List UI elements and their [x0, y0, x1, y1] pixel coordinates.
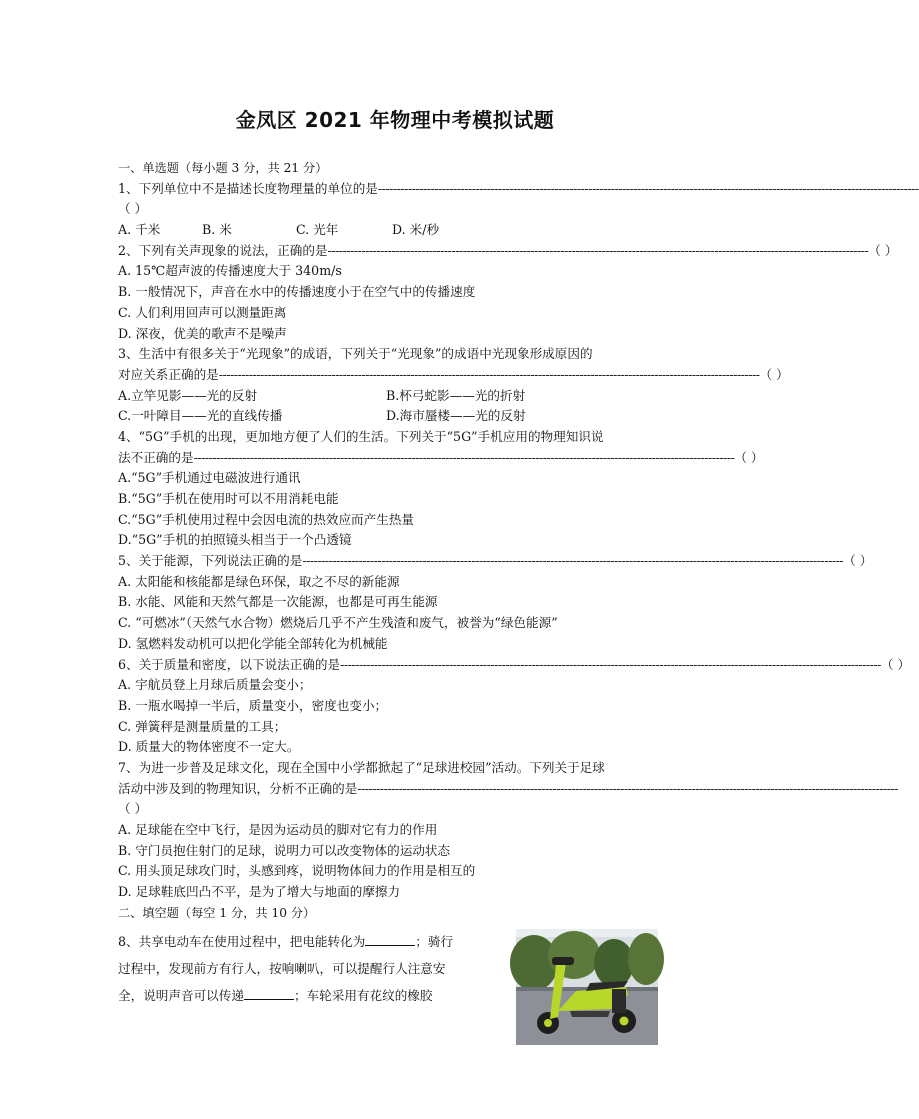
option-b: B. 一般情况下，声音在水中的传播速度小于在空气中的传播速度 — [118, 284, 476, 300]
option-a: A. 15℃超声波的传播速度大于 340m/s — [118, 263, 342, 279]
option-a: A. 太阳能和核能都是绿色环保，取之不尽的新能源 — [118, 573, 400, 589]
question-text: ；骑行 — [415, 934, 454, 949]
option-d: D. 足球鞋底凹凸不平，是为了增大与地面的摩擦力 — [118, 884, 401, 900]
dash-leader: ------------------------------------------------------------------------------------------------------------------------------------------------ — [377, 180, 919, 196]
answer-blank: （ ） — [843, 553, 873, 569]
option-a: A. 千米 — [118, 222, 161, 238]
section-heading-single-choice: 一、单选题（每小题 3 分，共 21 分） — [118, 161, 328, 175]
question-2 — [118, 241, 898, 262]
section-heading-fill-blank: 二、填空题（每空 1 分，共 10 分） — [118, 905, 316, 920]
question-3-stem: 3、生活中有很多关于“光现象”的成语，下列关于“光现象”的成语中光现象形成原因的 — [118, 346, 593, 362]
question-text: ；车轮采用有花纹的橡胶 — [293, 988, 433, 1003]
answer-blank: （ ） — [734, 449, 764, 465]
question-1 — [118, 179, 919, 200]
question-stem: 法不正确的是 — [118, 449, 194, 465]
answer-blank: （ ） — [759, 366, 789, 382]
option-b: B.杯弓蛇影——光的折射 — [386, 387, 526, 403]
dash-leader: ------------------------------------------------------------------------------------------------------------------------------------------------ — [218, 366, 760, 382]
option-d: D.海市蜃楼——光的反射 — [386, 408, 526, 424]
question-7-stem: 7、为进一步普及足球文化，现在全国中小学都掀起了“足球进校园”活动。下列关于足球 — [118, 759, 605, 775]
question-stem: 活动中涉及到的物理知识，分析不正确的是 — [118, 780, 358, 796]
answer-paren — [118, 199, 674, 220]
options-row — [118, 406, 674, 427]
answer-blank: （ ） — [880, 656, 911, 672]
scooter-photo — [516, 929, 658, 1045]
option-d: D. 氢燃料发动机可以把化学能全部转化为机械能 — [118, 635, 388, 651]
question-stem: 6、关于质量和密度，以下说法正确的是 — [118, 656, 341, 672]
option-b: B. 守门员抱住射门的足球，说明力可以改变物体的运动状态 — [118, 842, 451, 858]
dash-leader: ------------------------------------------------------------------------------------------------------------------------------------------------ — [340, 656, 881, 672]
question-5 — [118, 551, 873, 572]
question-stem: 5、关于能源，下列说法正确的是 — [118, 553, 303, 569]
question-8-line — [118, 928, 500, 955]
option-c: C.“5G”手机使用过程中会因电流的热效应而产生热量 — [118, 511, 415, 527]
question-7 — [118, 779, 899, 800]
option-c: C. 用头顶足球攻门时，头感到疼，说明物体间力的作用是相互的 — [118, 863, 476, 879]
option-b: B.“5G”手机在使用时可以不用消耗电能 — [118, 491, 339, 506]
options-row — [118, 220, 674, 241]
question-text: 8、共享电动车在使用过程中，把电能转化为 — [118, 934, 366, 949]
exam-content — [118, 158, 919, 923]
option-c: C. 弹簧秤是测量质量的工具； — [118, 718, 287, 734]
question-stem: 2、下列有关声现象的说法，正确的是 — [118, 242, 328, 258]
option-a: A.立竿见影——光的反射 — [118, 387, 258, 403]
question-8-line — [118, 982, 500, 1009]
option-b: B. 一瓶水喝掉一半后，质量变小，密度也变小； — [118, 697, 388, 713]
question-stem: 对应关系正确的是 — [118, 366, 219, 382]
answer-blank: （ ） — [118, 201, 148, 217]
electric-scooter-image — [516, 929, 658, 1045]
option-c: C.一叶障目——光的直线传播 — [118, 408, 283, 424]
page-title: 金凤区 2021 年物理中考模拟试题 — [235, 108, 555, 132]
question-3 — [118, 365, 789, 386]
question-4-stem: 4、“5G”手机的出现，更加地方便了人们的生活。下列关于“5G”手机应用的物理知识说 — [118, 428, 604, 444]
fill-blank — [244, 985, 294, 1000]
question-8-line: 过程中，发现前方有行人，按响喇叭，可以提醒行人注意安 — [118, 961, 446, 976]
question-4 — [118, 448, 764, 469]
question-stem: 1、下列单位中不是描述长度物理量的单位的是 — [118, 180, 378, 196]
answer-blank: （ ） — [868, 242, 898, 258]
option-d: D.“5G”手机的拍照镜头相当于一个凸透镜 — [118, 532, 352, 548]
option-d: D. 质量大的物体密度不一定大。 — [118, 739, 300, 755]
option-a: A. 宇航员登上月球后质量会变小； — [118, 677, 312, 693]
answer-paren — [118, 799, 674, 820]
dash-leader: ------------------------------------------------------------------------------------------------------------------------------------------------ — [357, 780, 899, 796]
options-row — [118, 386, 674, 407]
option-c: C. 人们利用回声可以测量距离 — [118, 304, 287, 320]
dash-leader: ------------------------------------------------------------------------------------------------------------------------------------------------ — [327, 242, 869, 258]
option-a: A.“5G”手机通过电磁波进行通讯 — [118, 470, 301, 486]
question-6 — [118, 655, 911, 676]
option-b: B. 水能、风能和天然气都是一次能源，也都是可再生能源 — [118, 594, 438, 610]
option-d: D. 米/秒 — [392, 222, 440, 238]
option-c: C. “可燃冰”（天然气水合物）燃烧后几乎不产生残渣和废气，被誉为“绿色能源” — [118, 615, 558, 631]
answer-blank: （ ） — [118, 801, 148, 817]
option-c: C. 光年 — [296, 222, 339, 238]
dash-leader: ------------------------------------------------------------------------------------------------------------------------------------------------ — [302, 553, 844, 569]
dash-leader: ------------------------------------------------------------------------------------------------------------------------------------------------ — [193, 449, 735, 465]
fill-blank — [365, 931, 415, 946]
option-b: B. 米 — [202, 222, 232, 238]
question-text: 全，说明声音可以传递 — [118, 988, 244, 1003]
option-a: A. 足球能在空中飞行，是因为运动员的脚对它有力的作用 — [118, 822, 438, 837]
question-8 — [118, 928, 500, 1009]
option-d: D. 深夜，优美的歌声不是噪声 — [118, 325, 287, 341]
